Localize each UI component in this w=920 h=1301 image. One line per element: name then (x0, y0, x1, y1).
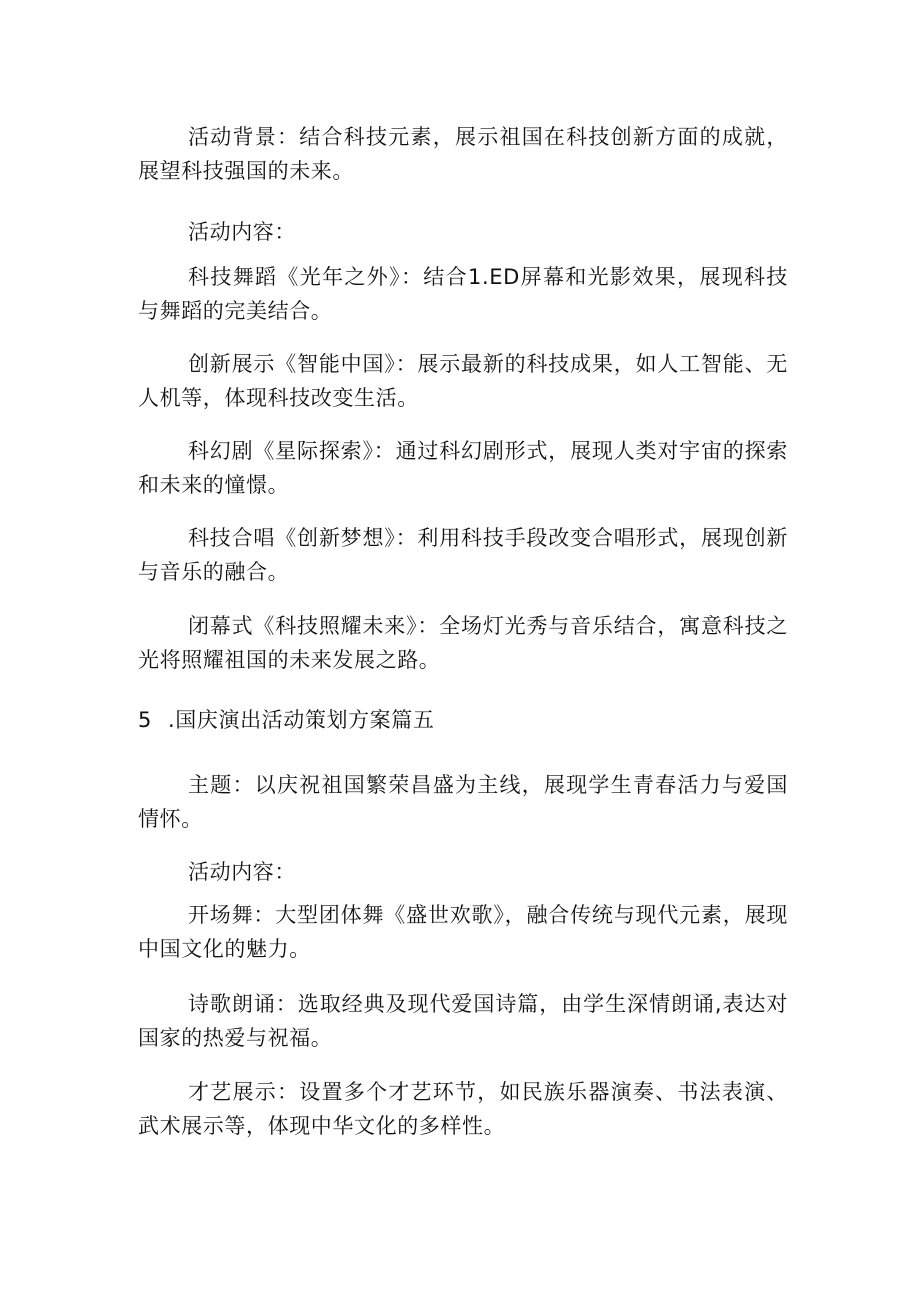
paragraph-talent-show: 才艺展示：设置多个才艺环节，如民族乐器演奏、书法表演、武术展示等，体现中华文化的多样性。 (138, 1080, 788, 1138)
section-title: .国庆演出活动策划方案篇五 (168, 708, 435, 732)
paragraph-sci-fi-drama: 科幻剧《星际探索》：通过科幻剧形式，展现人类对宇宙的探索和未来的憧憬。 (138, 439, 788, 497)
paragraph-innovation-show: 创新展示《智能中国》：展示最新的科技成果，如人工智能、无人机等，体现科技改变生活。 (138, 352, 788, 410)
paragraph-activity-content-label-2: 活动内容： (188, 860, 296, 884)
paragraph-activity-content-label: 活动内容： (188, 220, 296, 244)
paragraph-poetry-recital: 诗歌朗诵：选取经典及现代爱国诗篇，由学生深情朗诵,表达对国家的热爱与祝福。 (138, 992, 788, 1050)
paragraph-tech-chorus: 科技合唱《创新梦想》：利用科技手段改变合唱形式，展现创新与音乐的融合。 (138, 526, 788, 584)
paragraph-tech-dance: 科技舞蹈《光年之外》：结合1.ED屏幕和光影效果，展现科技与舞蹈的完美结合。 (138, 265, 788, 323)
paragraph-closing-ceremony: 闭幕式《科技照耀未来》：全场灯光秀与音乐结合，寓意科技之光将照耀祖国的未来发展之路。 (138, 614, 788, 672)
section-number: 5 (138, 708, 152, 732)
paragraph-opening-dance: 开场舞：大型团体舞《盛世欢歌》，融合传统与现代元素，展现中国文化的魅力。 (138, 903, 788, 961)
paragraph-theme: 主题：以庆祝祖国繁荣昌盛为主线，展现学生青春活力与爱国情怀。 (138, 773, 788, 831)
paragraph-activity-background: 活动背景：结合科技元素，展示祖国在科技创新方面的成就，展望科技强国的未来。 (138, 125, 788, 183)
section-heading (138, 703, 788, 737)
